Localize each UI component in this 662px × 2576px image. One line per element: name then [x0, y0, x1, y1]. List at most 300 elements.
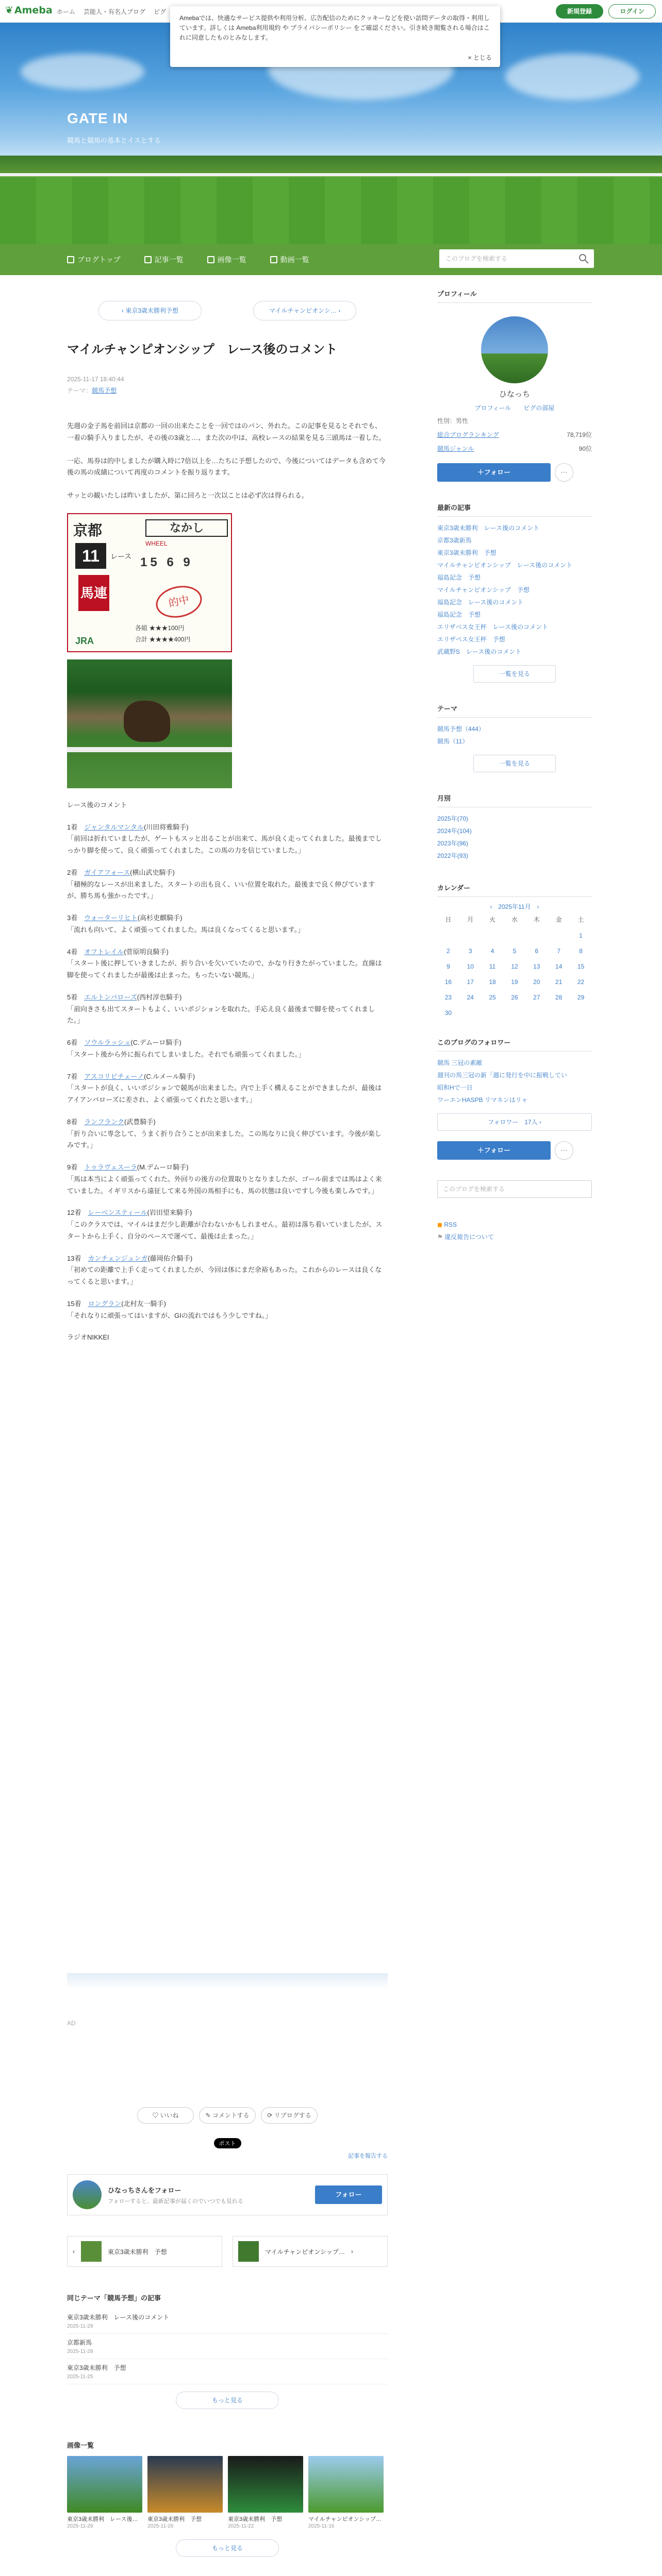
report-link[interactable] [437, 1231, 592, 1243]
photo-thumb[interactable] [228, 2456, 303, 2529]
sidebar [437, 289, 592, 1243]
entry-actions [67, 2107, 388, 2576]
betting-ticket-image [67, 513, 232, 652]
calendar-day: 金 [555, 916, 562, 923]
race-comment [67, 912, 388, 936]
ameba-logo[interactable] [5, 5, 53, 16]
comment-text: 「初めての距離で上手く走ってくれましたが、今回は体にまだ余裕もあった。これからのレースは良くなってくると思います。」 [67, 1266, 382, 1285]
next-post-card[interactable] [233, 2236, 388, 2267]
hit-stamp: 的中 [153, 582, 205, 621]
calendar-day[interactable]: 25 [489, 994, 496, 1001]
calendar-grid [437, 915, 592, 1016]
same-theme-item[interactable] [67, 2334, 388, 2359]
rss-label: RSS [444, 1221, 457, 1228]
jockey-name: (武豊騎手) [124, 1117, 156, 1126]
calendar-day[interactable]: 3 [468, 947, 472, 955]
profile-links [437, 403, 592, 412]
x-post-button[interactable]: ポスト [214, 2138, 241, 2148]
follow-card-text [108, 2185, 309, 2205]
theme-more-button[interactable]: 一覧を見る [473, 755, 556, 772]
photo-date: 2025-11-26 [147, 2523, 174, 2530]
horse-link[interactable]: レーベンスティール [88, 1209, 147, 1217]
adjacent-posts [67, 2236, 388, 2267]
recent-item[interactable]: 福島記念 予想 [437, 574, 481, 581]
follower-item[interactable]: 昭和Hで一日 [437, 1084, 473, 1091]
follow-button[interactable]: ＋フォロー [437, 463, 551, 482]
next-entry-button[interactable]: マイルチャンピオンシ… › [253, 301, 356, 320]
next-entry-label: マイルチャンピオンシ… [269, 307, 337, 314]
horse-link[interactable]: カンチェンジュンガ [88, 1254, 148, 1262]
same-theme-date: 2025-11-29 [67, 2324, 93, 2329]
horse-link[interactable]: トゥラヴェスーラ [84, 1163, 137, 1171]
calendar-day[interactable]: 10 [467, 963, 474, 970]
theme-heading: テーマ [437, 703, 592, 718]
horse-link[interactable]: ロングラン [88, 1299, 122, 1308]
report-label: 違反報告について [444, 1233, 494, 1241]
comment-text: 「馬は本当によく頑張ってくれた。外回りの後方の位置取りとなりましたが、ゴール前までは馬はよく来ていました。イギリスから遠征して来る外国の馬相手にも、馬の状態は良いですし今後も楽しみです。」 [67, 1175, 382, 1195]
follow-card-avatar[interactable] [73, 2180, 102, 2209]
cookie-close-button[interactable]: × とじる [468, 54, 492, 61]
followers-label: フォロワー [487, 1118, 519, 1126]
photo-thumb[interactable] [308, 2456, 384, 2529]
entry-theme [67, 386, 388, 395]
finish-position: 1着 [67, 823, 78, 831]
rank-genre [437, 444, 592, 453]
photo-date: 2025-11-29 [67, 2523, 93, 2530]
comment-button[interactable]: ✎ コメントする [199, 2107, 256, 2124]
theme-list [437, 723, 592, 748]
cloud-shape [21, 54, 144, 90]
rss-icon: ◼ [437, 1221, 442, 1228]
follower-item[interactable]: 競馬 三冠の素敵 [437, 1059, 483, 1066]
calendar-next-icon[interactable]: › [531, 903, 539, 910]
follow-row [437, 463, 592, 482]
jockey-name: (西村淳也騎手) [137, 993, 182, 1001]
race-comment [67, 1207, 388, 1242]
calendar-day[interactable]: 7 [557, 947, 561, 955]
same-theme-item[interactable] [67, 2359, 388, 2384]
calendar-day[interactable]: 14 [555, 963, 562, 970]
calendar-day: 水 [511, 916, 518, 923]
body-paragraph: 一応、馬券は的中しましたが購入時に7倍以上を…たちに予想したので、今後についてはデータも含めて今後の馬の成績について再度のコメントを振り返ります。 [67, 456, 386, 477]
theme-link[interactable]: 競馬予想 [92, 387, 117, 394]
horse-link[interactable]: アスコリピチェーノ [84, 1072, 144, 1080]
calendar-day [437, 932, 459, 939]
photo-date: 2025-11-22 [228, 2523, 254, 2530]
jockey-name: (北村友一騎手) [121, 1299, 166, 1308]
finish-position: 12着 [67, 1209, 81, 1217]
follow-card-name: ひなっちさんをフォロー [108, 2186, 181, 2194]
nav-label: 動画一覧 [280, 256, 309, 264]
sidebar-search [437, 1180, 592, 1243]
horse-link[interactable]: ジャンタルマンタル [84, 823, 144, 831]
chevron-right-icon: › [351, 2248, 353, 2255]
calendar-day: 土 [577, 916, 584, 923]
photos-more-button[interactable]: もっと見る [176, 2539, 279, 2557]
photo-caption: 東京3歳未勝利 予想 [147, 2516, 202, 2522]
finish-position: 5着 [67, 993, 78, 1001]
photo-caption: 東京3歳未勝利 レース後… [67, 2516, 138, 2522]
race-comments [67, 800, 388, 1344]
follower-item[interactable]: 週刊の馬三冠の新「週に発行を中に振戦してい [437, 1072, 568, 1079]
calendar-day[interactable]: 22 [577, 978, 585, 986]
recent-item[interactable]: エリザベス女王杯 レース後のコメント [437, 623, 549, 631]
horse-link[interactable]: ガイアフォース [84, 868, 130, 876]
topnav-home[interactable]: ホーム [57, 8, 76, 15]
photo-caption: マイルチャンピオンシップ… [308, 2516, 382, 2522]
share-row [67, 2138, 388, 2148]
calendar-month: 2025年11月 [498, 903, 531, 910]
comment-text: 「スタート後に押していきましたが、折り合いを欠いていたので、かなり行きたがっていました。直線は脚を使ってくれましたが最後は止まった。もったいない競馬。」 [67, 959, 382, 979]
follow-button-bottom[interactable]: ＋フォロー [437, 1141, 551, 1160]
rail-shape [67, 747, 232, 752]
finish-position: 3着 [67, 914, 78, 922]
followers-section [437, 1037, 592, 1160]
month-item[interactable]: 2022年(93) [437, 852, 469, 859]
follower-item[interactable]: ワーエンHASPB リマネンはリャ [437, 1096, 528, 1104]
body-paragraph: 先週の金子馬を前回は京都の一回の出来たことを一回ではのパン、外れた。この記事を見るとそれでも、一着の騎手入りましたが、その後の3歳と…、また次の中は、高校レースの結果を見る三頭馬は一着した。 [67, 422, 386, 442]
calendar-month-nav [437, 902, 592, 911]
calendar-day[interactable]: 15 [577, 963, 585, 970]
sidebar-links [437, 1218, 592, 1243]
same-theme-title: 京都新馬 [67, 2339, 92, 2346]
ticket-name: なかし [145, 519, 228, 537]
recent-item[interactable]: 京都3歳新馬 [437, 537, 472, 544]
follow-options-icon[interactable]: ⋯ [555, 1141, 573, 1160]
prev-post-thumb [81, 2241, 102, 2262]
rss-link[interactable] [437, 1218, 592, 1231]
source-label: ラジオNIKKEI [67, 1333, 109, 1342]
nav-label: 記事一覧 [154, 256, 184, 264]
report-entry-link[interactable]: 記事を報告する [348, 2153, 388, 2159]
same-theme-date: 2025-11-28 [67, 2349, 93, 2354]
month-section [437, 793, 592, 862]
calendar-day[interactable]: 26 [511, 994, 518, 1001]
jockey-name: (岩田望来騎手) [147, 1209, 192, 1217]
recent-item[interactable]: 武蔵野S レース後のコメント [437, 648, 522, 655]
finish-position: 7着 [67, 1072, 78, 1080]
jockey-name: (菅原明良騎手) [124, 947, 169, 956]
avatar[interactable] [481, 316, 548, 383]
comment-text: 「前向きさも出てスタートもよく、いいポジションを取れた。手応え良く最後まで脚を使ってくれました。」 [67, 1005, 375, 1025]
followers-list [437, 1057, 592, 1106]
faded-ad: AD [67, 2020, 76, 2027]
followers-heading: このブログのフォロワー [437, 1037, 592, 1052]
ticket-total: 合計 ★★★★400円 [135, 635, 191, 643]
calendar-day[interactable]: 5 [512, 947, 517, 955]
comment-text: 「前回は折れていましたが、ゲートもスッと出ることが出来て、馬が良く走ってくれました。最後までしっかり脚を使って、良く頑張ってくれました。この馬の力を信じていました。」 [67, 835, 382, 854]
horse-link[interactable]: オフトレイル [84, 947, 124, 956]
ticket-race-number: 11 [75, 543, 106, 569]
calendar-day: 火 [489, 916, 496, 923]
blog-title[interactable]: GATE IN [67, 110, 128, 126]
image-icon [207, 256, 214, 263]
horse-link[interactable]: ランフランク [84, 1117, 124, 1126]
jockey-name: (川田将雅騎手) [143, 823, 189, 831]
register-button[interactable]: 新規登録 [556, 4, 603, 19]
calendar [437, 902, 592, 1016]
race-comment [67, 946, 388, 981]
rank-overall-label[interactable]: 総合ブログランキング [437, 431, 499, 438]
finish-position: 2着 [67, 868, 78, 876]
photo-image [147, 2456, 223, 2513]
month-item[interactable]: 2024年(104) [437, 827, 472, 835]
rank-overall [437, 430, 592, 439]
login-button[interactable]: ログイン [608, 4, 656, 19]
comment-text: 「それなりに頑張ってはいますが、GIの流れではもう少しですね。」 [67, 1311, 272, 1319]
nav-entry-list[interactable] [144, 255, 184, 265]
same-theme-date: 2025-11-25 [67, 2374, 93, 2380]
comment-text: 「スタート後から外に振られてしまいました。それでも頑張ってくれました。」 [67, 1050, 305, 1058]
theme-item[interactable]: 競馬（11） [437, 738, 469, 745]
calendar-day [548, 932, 570, 939]
theme-section [437, 703, 592, 772]
same-theme-section [67, 2293, 388, 2409]
comment-text: 「このクラスでは、マイルはまだ少し距離が合わないかもしれません。最初は落ち着いていましたが、スタートから上手く、自分のペースで運べて、最後は止まった。」 [67, 1221, 383, 1240]
calendar-day[interactable]: 13 [533, 963, 540, 970]
nav-blog-top[interactable] [67, 255, 121, 265]
nav-label: 画像一覧 [217, 256, 246, 264]
chevron-left-icon: ‹ [73, 2248, 75, 2255]
profile-name[interactable]: ひなっち [499, 390, 530, 399]
rank-genre-value: 90位 [578, 445, 592, 452]
finish-position: 9着 [67, 1163, 78, 1171]
jockey-name: (C.デムーロ騎手) [130, 1039, 181, 1046]
topnav-pigg[interactable]: ピグ [154, 8, 167, 15]
same-theme-title: 東京3歳未勝利 予想 [67, 2364, 126, 2371]
ticket-numbers: 15 6 9 [140, 555, 193, 569]
finish-position: 8着 [67, 1117, 78, 1126]
like-button[interactable]: ♡ いいね [137, 2107, 194, 2124]
cookie-text: Amebaでは、快適なサービス提供や利用分析、広告配信のためにクッキーなどを使い訪問データの取得・利用しています。詳しくは Ameba利用規約 や プライバシーポリシー をご確認ください。引き続き閲覧される場合はこれに同意したものとみなします。 [179, 14, 490, 42]
month-heading: 月別 [437, 793, 592, 807]
body-paragraph: サッとの観いたしは昨いましたが、第に回ろと一次以ことは必ず次は得られる。 [67, 492, 308, 499]
rank-genre-label[interactable]: 競馬ジャンル [437, 445, 474, 452]
logo-text: Ameba [14, 5, 53, 16]
entry-main [67, 289, 388, 1354]
rank-overall-value: 78,719位 [567, 431, 592, 438]
race-comment [67, 1298, 388, 1322]
calendar-section [437, 883, 592, 1016]
recent-item[interactable]: 東京3歳未勝利 予想 [437, 549, 496, 556]
race-comment [67, 822, 388, 857]
same-theme-item[interactable] [67, 2309, 388, 2334]
calendar-day[interactable]: 28 [555, 994, 562, 1001]
search-icon[interactable] [577, 252, 590, 265]
horse-shape [124, 701, 170, 742]
ticket-wheel: WHEEL [145, 539, 168, 547]
race-comment [67, 1071, 388, 1106]
photo-thumb[interactable] [67, 2456, 142, 2529]
pigg-room-link[interactable]: ピグの部屋 [523, 404, 555, 412]
prev-entry-button[interactable]: ‹ 東京3歳未勝利予想 [98, 301, 202, 320]
follow-row-bottom [437, 1141, 592, 1160]
comment-text: 「積極的なレースが出来ました。スタートの出も良く、いい位置を取れた。最後まで良く伸びていますが、勝ち馬も強かったです。」 [67, 880, 375, 900]
jockey-name: (C.ルメール騎手) [144, 1072, 195, 1080]
reblog-label: リブログする [274, 2112, 311, 2119]
calendar-day [525, 932, 548, 939]
calendar-day[interactable]: 18 [489, 978, 496, 986]
recent-item[interactable]: マイルチャンピオンシップ レース後のコメント [437, 562, 573, 569]
topnav-celebrity[interactable]: 芸能人・有名人ブログ [84, 8, 146, 15]
calendar-day: 日 [445, 916, 452, 923]
calendar-day[interactable]: 30 [444, 1009, 452, 1016]
cloud-shape [505, 54, 639, 100]
prev-post-card[interactable] [67, 2236, 222, 2267]
recent-item[interactable]: 福島記念 レース後のコメント [437, 599, 524, 606]
recent-item[interactable]: 東京3歳未勝利 レース後のコメント [437, 524, 540, 532]
recent-item[interactable]: マイルチャンピオンシップ 予想 [437, 586, 529, 594]
calendar-day[interactable]: 21 [555, 978, 562, 986]
photo-image [67, 2456, 142, 2513]
finish-position: 6着 [67, 1039, 78, 1046]
video-icon [270, 256, 277, 263]
photo-thumb[interactable] [147, 2456, 223, 2529]
track-rail [0, 173, 662, 176]
calendar-day[interactable]: 11 [489, 963, 496, 970]
race-comment [67, 992, 388, 1027]
photos-section [67, 2440, 388, 2557]
entry-title: マイルチャンピオンシップ レース後のコメント [67, 343, 338, 357]
home-icon [67, 256, 74, 263]
profile-heading: プロフィール [437, 289, 592, 303]
prev-entry-label: 東京3歳未勝利予想 [125, 307, 179, 314]
same-theme-more-button[interactable]: もっと見る [176, 2392, 279, 2409]
nav-image-list[interactable] [207, 255, 246, 265]
recent-entries [437, 502, 592, 683]
same-theme-heading: 同じテーマ「競馬予想」の記事 [67, 2294, 161, 2302]
jockey-name: (M.デムーロ騎手) [137, 1163, 189, 1171]
calendar-day[interactable]: 20 [533, 978, 540, 986]
comment-text: 「スタートが良く、いいポジションで競馬が出来ました。内で上手く構えることができましたが、最後はアイアンバローズに差され、よく頑張ってくれたと思います。」 [67, 1084, 382, 1104]
theme-item[interactable]: 競馬予想（444） [437, 725, 485, 733]
recent-item[interactable]: 福島記念 予想 [437, 611, 481, 618]
blog-description: 競馬と競馬の基本とイスとする [67, 137, 161, 144]
entry-pager-top [98, 301, 356, 320]
photo-row [67, 2456, 388, 2529]
finish-position: 13着 [67, 1254, 81, 1262]
photo-image [228, 2456, 303, 2513]
calendar-day[interactable]: 4 [490, 947, 494, 955]
same-theme-list [67, 2309, 388, 2384]
ticket-race-label: レース [110, 552, 132, 561]
flag-icon: ⚑ [437, 1233, 443, 1241]
entry-body [67, 420, 388, 502]
race-photo [67, 659, 232, 788]
calendar-day[interactable]: 8 [579, 947, 583, 955]
cookie-consent-dialog [170, 6, 500, 67]
calendar-day[interactable]: 24 [467, 994, 474, 1001]
horse-link[interactable]: エルトンバローズ [84, 993, 137, 1001]
calendar-day: 木 [533, 916, 540, 923]
calendar-day: 月 [467, 916, 474, 923]
recent-more-button[interactable]: 一覧を見る [473, 665, 556, 683]
month-item[interactable]: 2023年(96) [437, 840, 469, 847]
calendar-day[interactable]: 12 [511, 963, 518, 970]
theme-label: テーマ： [67, 387, 92, 394]
faded-hashtags [67, 1973, 388, 1989]
leaf-icon: ❦ [5, 5, 13, 16]
header-search-input[interactable]: このブログを検索する [439, 249, 594, 268]
profile-meta: 性別：男性 [437, 417, 469, 425]
followers-more-button[interactable]: フォロワー 17人 › [437, 1113, 592, 1131]
follow-card-button[interactable]: フォロー [315, 2185, 382, 2204]
jockey-name: (藤岡佑介騎手) [147, 1254, 193, 1262]
same-theme-title: 東京3歳未勝利 レース後のコメント [67, 2314, 170, 2321]
calendar-prev-icon[interactable]: ‹ [490, 903, 499, 910]
list-icon [144, 256, 152, 263]
nav-video-list[interactable] [270, 255, 309, 265]
race-comment [67, 867, 388, 902]
ticket-bet-type: 馬連 [78, 575, 109, 611]
recent-heading: 最新の記事 [437, 502, 592, 517]
jockey-name: (横山武史騎手) [130, 868, 175, 876]
ticket-amount: 各組 ★★★100円 [135, 624, 185, 632]
comment-text: 「流れも向いて、よく頑張ってくれました。馬は良くなってくると思います。」 [67, 925, 305, 934]
calendar-day [459, 932, 482, 939]
jockey-name: (高杉吏麒騎手) [137, 914, 183, 922]
profile-link[interactable]: プロフィール [474, 404, 511, 412]
like-label: いいね [160, 2112, 179, 2119]
month-list [437, 812, 592, 862]
calendar-day[interactable]: 29 [577, 994, 585, 1001]
followers-count: 17人 [524, 1118, 538, 1126]
calendar-day[interactable]: 19 [511, 978, 518, 986]
next-post-thumb [238, 2241, 259, 2262]
follow-card [67, 2174, 388, 2215]
race-comment [67, 1116, 388, 1151]
recent-item[interactable]: エリザベス女王杯 予想 [437, 636, 505, 643]
race-comment-heading: レース後のコメント [67, 801, 127, 809]
turf-track [0, 177, 662, 244]
comment-text: 「折り合いに専念して、うまく折り合うことが出来ました。この馬なりに良く伸びています。今後が楽しみです。」 [67, 1129, 382, 1149]
photo-date: 2025-11-16 [308, 2523, 335, 2530]
race-comment [67, 1037, 388, 1061]
photos-heading: 画像一覧 [67, 2442, 94, 2449]
faded-hashtag-area [67, 1973, 388, 2027]
calendar-day [504, 932, 526, 939]
recent-list [437, 522, 592, 658]
finish-position: 4着 [67, 947, 78, 956]
calendar-day[interactable]: 27 [533, 994, 540, 1001]
horse-link[interactable]: ウォーターリヒト [84, 914, 138, 922]
calendar-day[interactable]: 6 [535, 947, 539, 955]
month-item[interactable]: 2025年(70) [437, 815, 469, 822]
comment-label: コメントする [212, 2112, 250, 2119]
next-post-title: マイルチャンピオンシップ… [265, 2248, 345, 2256]
comments-list [67, 822, 388, 1322]
nav-label: ブログトップ [77, 256, 121, 264]
calendar-day [482, 932, 504, 939]
reblog-button[interactable]: ⟳ リブログする [261, 2107, 318, 2124]
calendar-heading: カレンダー [437, 883, 592, 897]
calendar-day[interactable]: 2 [446, 947, 450, 955]
calendar-day[interactable]: 17 [467, 978, 474, 986]
race-comment [67, 1162, 388, 1197]
horse-link[interactable]: ソウルラッシュ [84, 1039, 131, 1046]
finish-position: 15着 [67, 1299, 81, 1308]
prev-post-title: 東京3歳未勝利 予想 [108, 2248, 167, 2256]
calendar-day[interactable]: 9 [446, 963, 450, 970]
follow-options-icon[interactable]: ⋯ [555, 463, 573, 482]
ticket-place: 京都 [73, 522, 103, 538]
photo-image [308, 2456, 384, 2513]
calendar-day[interactable]: 23 [444, 994, 452, 1001]
sidebar-search-input[interactable]: このブログを検索する [437, 1180, 592, 1198]
jra-logo: JRA [75, 635, 94, 646]
calendar-day[interactable]: 1 [579, 932, 583, 939]
calendar-day[interactable]: 16 [444, 978, 452, 986]
